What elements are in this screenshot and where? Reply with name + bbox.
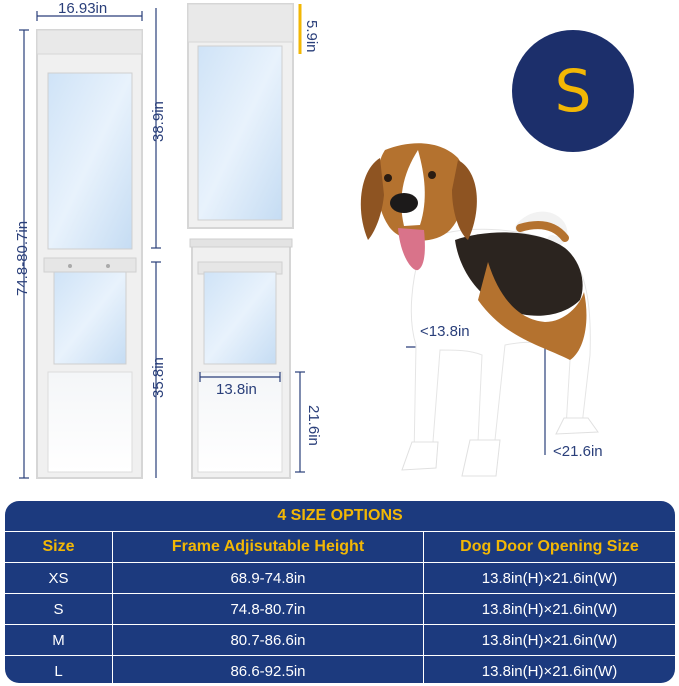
size-options-table: [5, 501, 675, 683]
table-row: [5, 562, 675, 593]
header-height-label: 5.9in: [303, 20, 320, 53]
top-glass-height-label: 38.9in: [150, 101, 167, 142]
flap-height-label: 21.6in: [305, 405, 322, 446]
panel-width-label: 16.93in: [58, 0, 108, 17]
frame-height-label: 74.8-80.7in: [14, 220, 31, 296]
beagle-dog-image: [361, 143, 598, 476]
opening-cell: 13.8in(H)×21.6in(W): [481, 569, 618, 587]
flap-width-label: 13.8in: [216, 381, 257, 398]
header-frame-height: Frame Adjisutable Height: [113, 532, 424, 562]
dog-chest-width-label: <13.8in: [420, 323, 470, 340]
opening-cell: 13.8in(H)×21.6in(W): [481, 662, 618, 680]
table-header-row: [5, 531, 675, 562]
table-title: 4 SIZE OPTIONS: [277, 507, 403, 524]
full-door-panel: [37, 30, 142, 478]
height-cell: 74.8-80.7in: [113, 594, 424, 624]
height-cell: 86.6-92.5in: [113, 656, 424, 683]
opening-cell: 13.8in(H)×21.6in(W): [481, 631, 618, 649]
header-size: Size: [5, 532, 113, 562]
dog-shoulder-height-label: <21.6in: [553, 443, 603, 460]
size-cell: M: [5, 625, 113, 655]
lower-section-height-label: 35.8in: [150, 357, 167, 398]
size-cell: S: [5, 594, 113, 624]
header-opening-size: Dog Door Opening Size: [460, 538, 639, 555]
table-row: [5, 593, 675, 624]
size-cell: L: [5, 656, 113, 683]
pet-door-panel: [190, 239, 292, 478]
table-row: [5, 655, 675, 683]
header-panel: [188, 4, 293, 228]
table-row: [5, 624, 675, 655]
size-cell: XS: [5, 563, 113, 593]
size-letter: S: [554, 57, 592, 125]
size-badge: [512, 30, 634, 152]
opening-cell: 13.8in(H)×21.6in(W): [481, 600, 618, 618]
height-cell: 68.9-74.8in: [113, 563, 424, 593]
height-cell: 80.7-86.6in: [113, 625, 424, 655]
